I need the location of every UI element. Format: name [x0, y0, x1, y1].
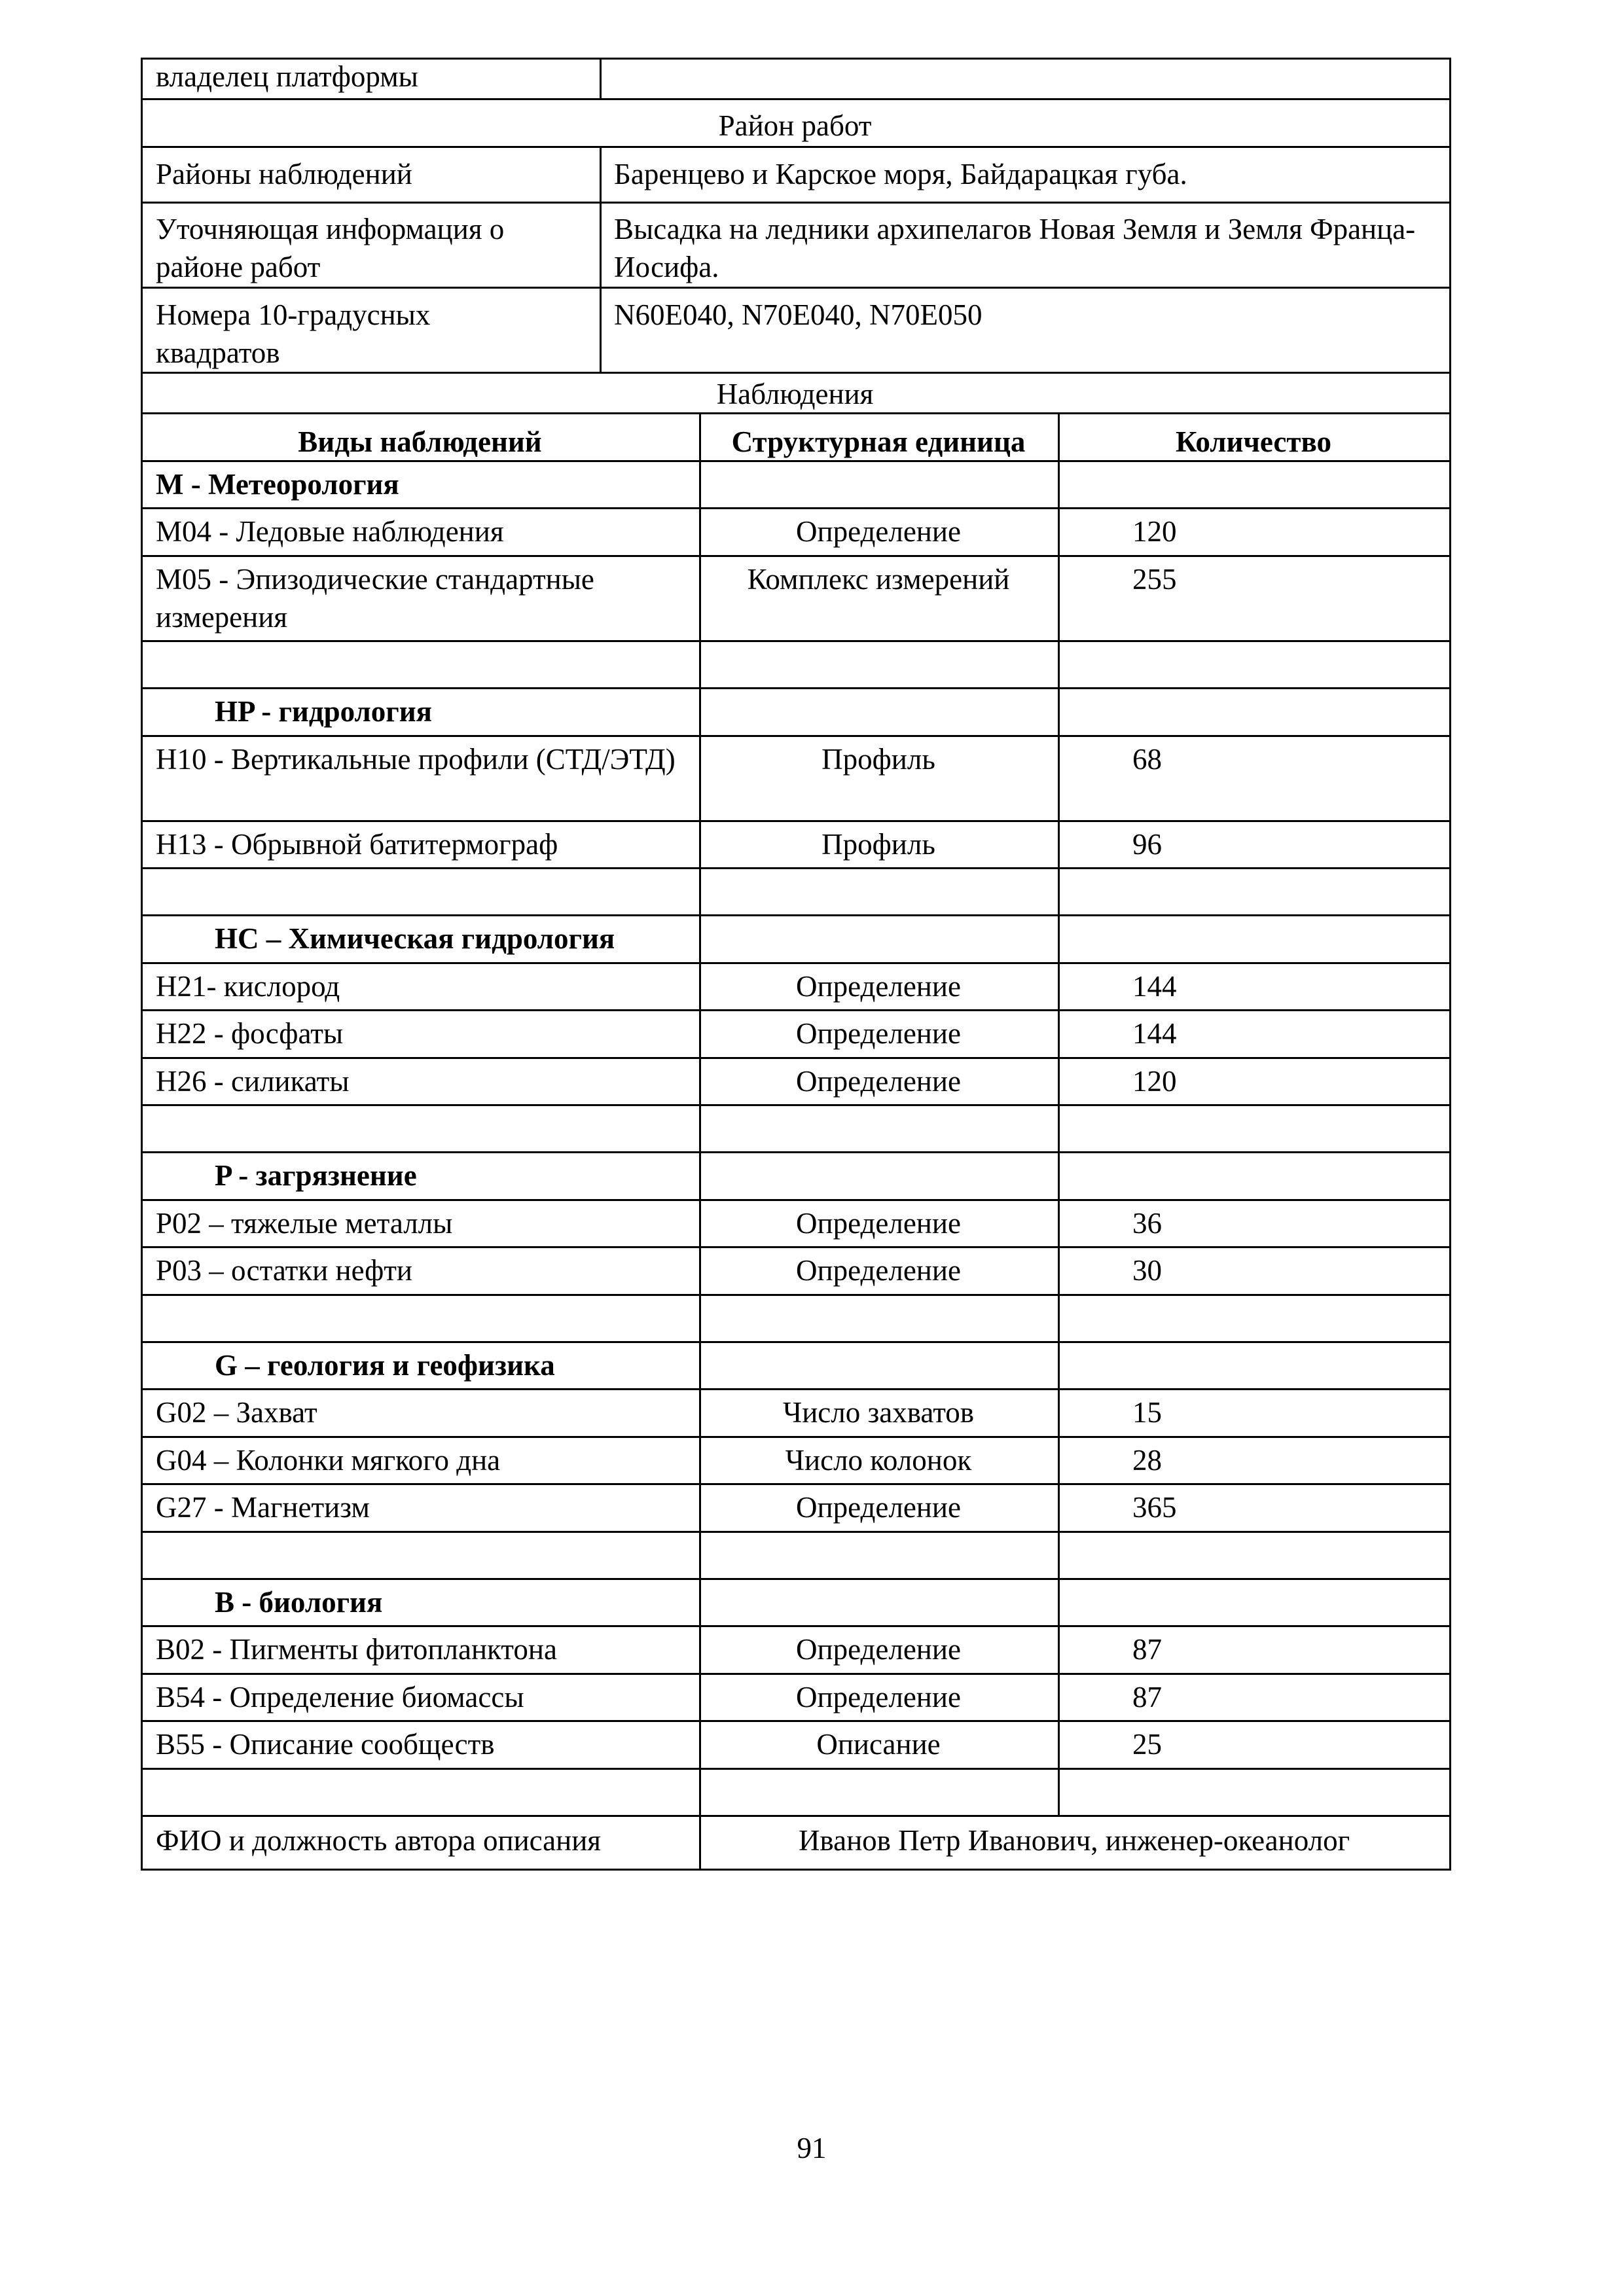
section-heading: HP - гидрология: [215, 695, 433, 728]
table-rule: [1058, 412, 1060, 1817]
table-rule: [141, 735, 1451, 737]
section-heading: G – геология и геофизика: [215, 1349, 555, 1382]
author-label: ФИО и должность автора описания: [156, 1824, 602, 1857]
observation-name: G27 - Магнетизм: [156, 1491, 370, 1524]
table-rule: [141, 1104, 1451, 1106]
section-heading: B - биология: [215, 1586, 383, 1619]
table-rule: [141, 1199, 1451, 1201]
work-area-title: Район работ: [718, 109, 872, 142]
section-heading: HC – Химическая гидрология: [215, 922, 615, 955]
observation-unit: Определение: [796, 1065, 961, 1098]
observation-name: P02 – тяжелые металлы: [156, 1207, 453, 1240]
table-rule: [141, 914, 1451, 916]
table-rule: [141, 1436, 1451, 1438]
observation-quantity: 96: [1132, 828, 1162, 861]
table-rule: [141, 1151, 1451, 1153]
observation-quantity: 28: [1132, 1444, 1162, 1477]
page-number: 91: [797, 2132, 827, 2164]
observation-unit: Определение: [796, 1254, 961, 1287]
column-header-kind: Виды наблюдений: [298, 425, 542, 458]
column-header-quantity: Количество: [1176, 425, 1331, 458]
squares-label: Номера 10-градусных квадратов: [156, 298, 431, 369]
table-rule: [141, 287, 1451, 289]
clarify-label: Уточняющая информация о районе работ: [156, 213, 505, 283]
section-heading: P - загрязнение: [215, 1159, 417, 1192]
table-rule: [600, 146, 602, 374]
observation-name: H13 - Обрывной батитермограф: [156, 828, 558, 861]
observation-unit: Определение: [796, 970, 961, 1003]
observation-name: H22 - фосфаты: [156, 1017, 344, 1050]
table-rule: [141, 58, 143, 1871]
observation-quantity: 68: [1132, 743, 1162, 776]
table-rule: [141, 146, 1451, 148]
observation-unit: Профиль: [821, 828, 935, 861]
observation-quantity: 25: [1132, 1728, 1162, 1761]
owner-label: владелец платформы: [156, 60, 418, 93]
table-rule: [141, 1531, 1451, 1533]
table-rule: [141, 1720, 1451, 1722]
observation-quantity: 120: [1132, 515, 1177, 548]
table-rule: [141, 202, 1451, 204]
areas-value: Баренцево и Карское моря, Байдарацкая губа.: [614, 158, 1187, 190]
observation-unit: Определение: [796, 1633, 961, 1666]
observation-quantity: 30: [1132, 1254, 1162, 1287]
table-rule: [600, 58, 602, 100]
observation-name: M04 - Ледовые наблюдения: [156, 515, 504, 548]
table-rule: [141, 507, 1451, 509]
table-rule: [141, 1673, 1451, 1675]
table-rule: [141, 1625, 1451, 1627]
observation-unit: Комплекс измерений: [747, 563, 1010, 596]
author-value: Иванов Петр Иванович, инженер-океанолог: [798, 1824, 1350, 1857]
observation-unit: Определение: [796, 1017, 961, 1050]
observation-unit: Профиль: [821, 743, 935, 776]
observation-quantity: 120: [1132, 1065, 1177, 1098]
table-rule: [141, 1009, 1451, 1011]
table-rule: [141, 1341, 1451, 1343]
table-rule: [141, 1578, 1451, 1580]
observation-unit: Определение: [796, 1681, 961, 1713]
observation-name: B55 - Описание сообществ: [156, 1728, 495, 1761]
table-rule: [141, 962, 1451, 964]
table-rule: [141, 640, 1451, 642]
observation-quantity: 365: [1132, 1491, 1177, 1524]
observation-name: H21- кислород: [156, 970, 340, 1003]
table-rule: [141, 1057, 1451, 1059]
observation-name: G04 – Колонки мягкого дна: [156, 1444, 501, 1477]
observation-name: P03 – остатки нефти: [156, 1254, 413, 1287]
table-rule: [141, 1483, 1451, 1485]
observation-quantity: 144: [1132, 1017, 1177, 1050]
observation-quantity: 87: [1132, 1681, 1162, 1713]
table-rule: [141, 1768, 1451, 1770]
observation-quantity: 36: [1132, 1207, 1162, 1240]
table-rule: [141, 1388, 1451, 1390]
observation-name: B02 - Пигменты фитопланктона: [156, 1633, 557, 1666]
table-rule: [141, 98, 1451, 100]
observation-unit: Число захватов: [782, 1396, 975, 1429]
observation-name: H10 - Вертикальные профили (СТД/ЭТД): [156, 743, 676, 776]
table-rule: [141, 1246, 1451, 1248]
observation-unit: Число колонок: [785, 1444, 972, 1477]
table-rule: [141, 687, 1451, 689]
table-rule: [141, 372, 1451, 374]
observation-quantity: 15: [1132, 1396, 1162, 1429]
observation-unit: Описание: [816, 1728, 941, 1761]
observation-quantity: 255: [1132, 563, 1177, 596]
observation-name: G02 – Захват: [156, 1396, 317, 1429]
observation-unit: Определение: [796, 1491, 961, 1524]
observation-name: M05 - Эпизодические стандартные измерения: [156, 563, 594, 634]
areas-label: Районы наблюдений: [156, 158, 412, 190]
observation-unit: Определение: [796, 1207, 961, 1240]
observation-name: H26 - силикаты: [156, 1065, 350, 1098]
observation-quantity: 144: [1132, 970, 1177, 1003]
table-rule: [1449, 58, 1451, 1871]
table-rule: [141, 1294, 1451, 1296]
table-rule: [141, 555, 1451, 557]
column-header-unit: Структурная единица: [731, 425, 1026, 458]
squares-value: N60E040, N70E040, N70E050: [614, 298, 983, 331]
section-heading: M - Метеорология: [156, 468, 399, 501]
table-rule: [141, 1815, 1451, 1817]
observation-unit: Определение: [796, 515, 961, 548]
table-rule: [141, 1869, 1451, 1871]
clarify-value: Высадка на ледники архипелагов Новая Земля и Земля Франца-Иосифа.: [614, 213, 1416, 283]
table-rule: [141, 867, 1451, 869]
observation-quantity: 87: [1132, 1633, 1162, 1666]
observation-name: B54 - Определение биомассы: [156, 1681, 524, 1713]
table-rule: [141, 820, 1451, 822]
observations-title: Наблюдения: [716, 378, 874, 410]
